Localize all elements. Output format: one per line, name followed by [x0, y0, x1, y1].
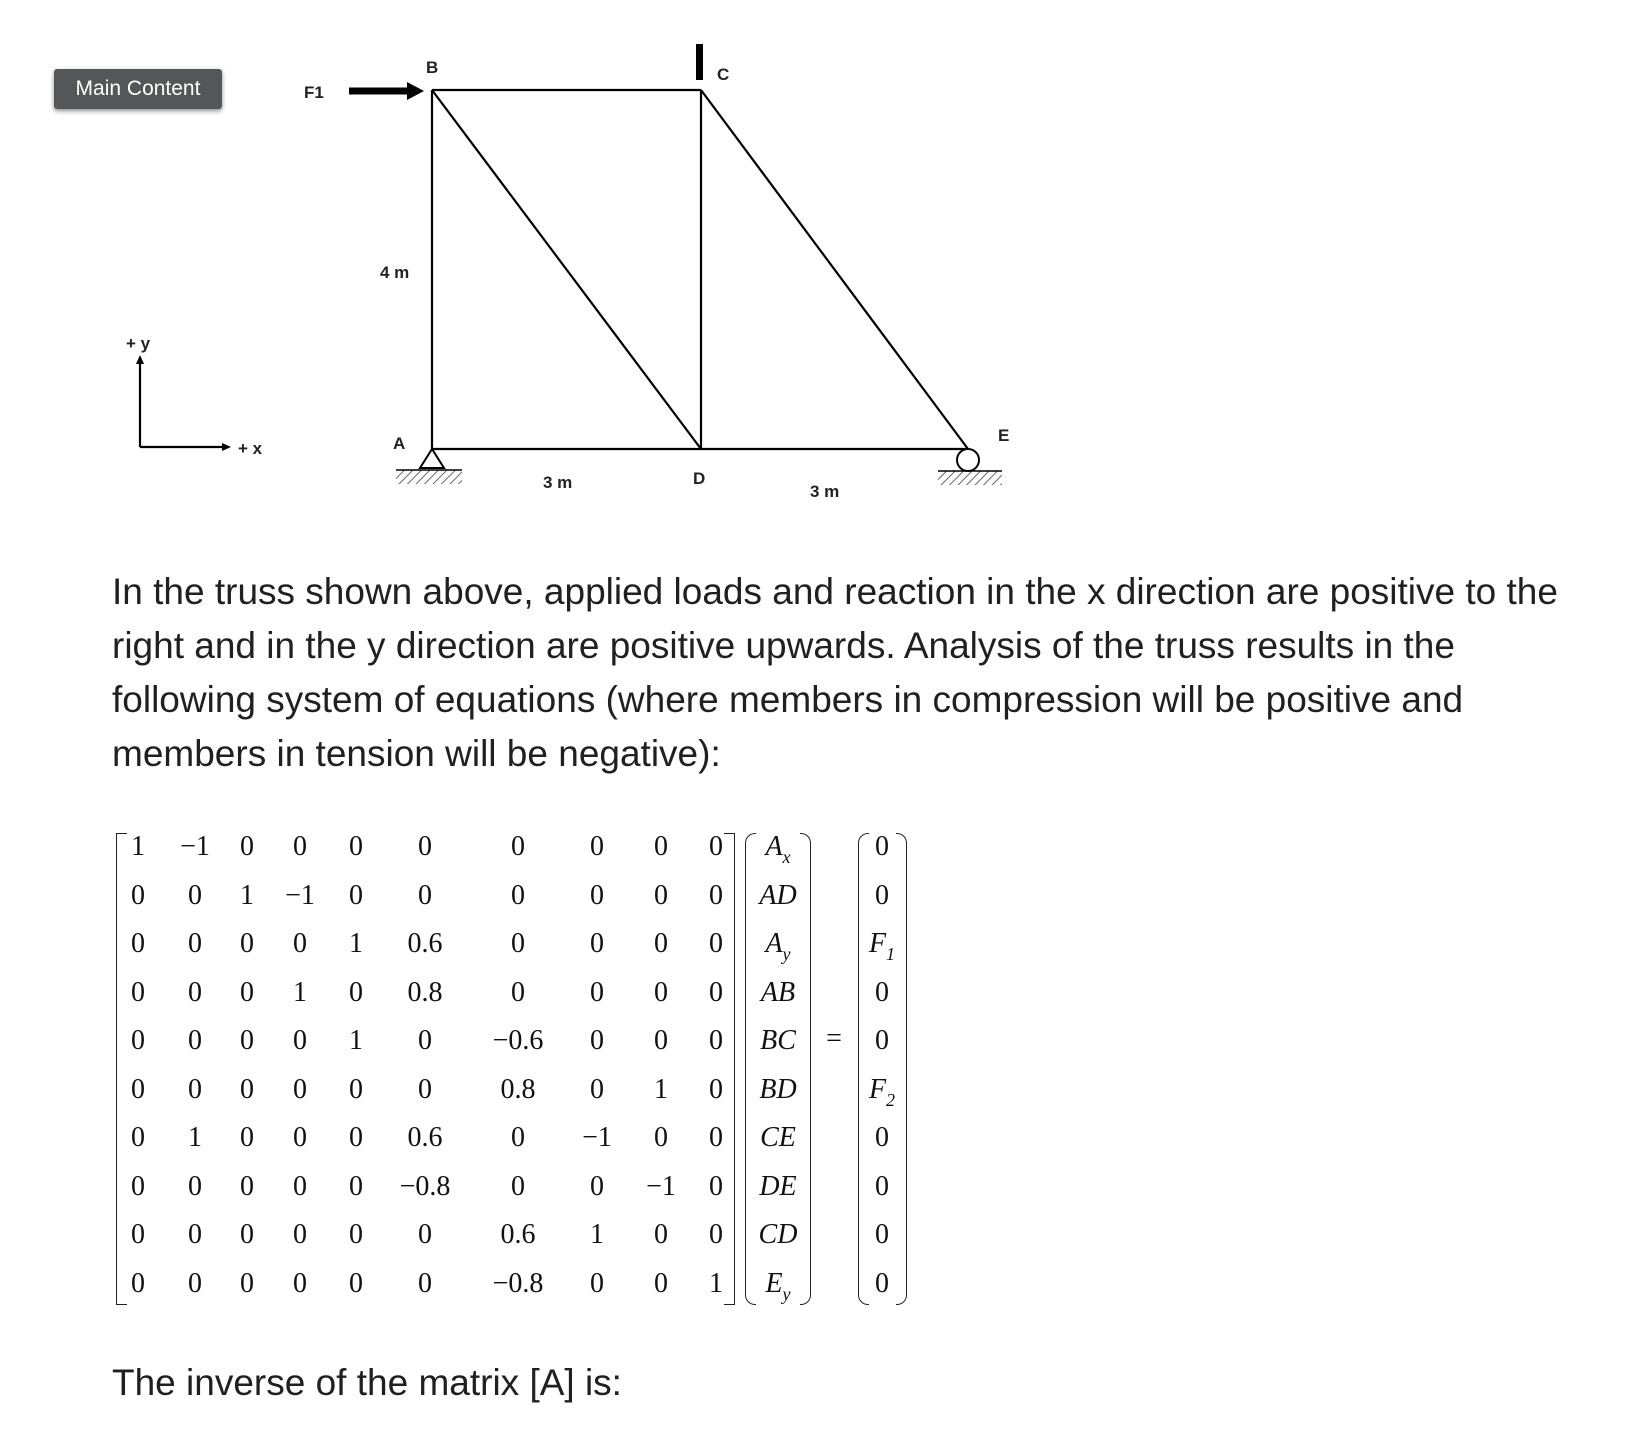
- matrix-a-cell: 0: [188, 1073, 202, 1105]
- matrix-a-cell: 0: [418, 1267, 432, 1299]
- rhs-vector-entry: 0: [875, 976, 889, 1008]
- unknown-vector-entry: CE: [760, 1122, 796, 1153]
- matrix-a-cell: −1: [646, 1170, 676, 1202]
- matrix-a-cell: 0: [240, 1025, 254, 1056]
- unknowns-right-bracket: [800, 833, 811, 1305]
- rhs-vector-entry: 0: [875, 1025, 889, 1056]
- rhs-vector-entry: 0: [875, 831, 889, 862]
- matrix-a-cell: 0: [293, 1122, 307, 1153]
- matrix-a-cell: 1: [590, 1219, 604, 1250]
- matrix-a-cell: 0: [511, 1122, 525, 1153]
- matrix-a-cell: 0.6: [407, 1122, 443, 1153]
- matrix-a-cell: 0: [511, 831, 525, 862]
- matrix-a-cell: 0: [511, 976, 525, 1008]
- matrix-a-cell: −0.8: [399, 1170, 451, 1202]
- matrix-a-cell: 0: [240, 1267, 254, 1299]
- matrix-a-cell: 0: [131, 1025, 145, 1056]
- matrix-a-cell: 1: [188, 1122, 202, 1153]
- matrix-a-cell: 0: [188, 976, 202, 1008]
- matrix-a-cell: 0: [511, 879, 525, 911]
- matrix-a-cell: 0: [709, 879, 723, 911]
- node-e-label: E: [998, 426, 1010, 445]
- axis-x-label: + x: [238, 439, 263, 458]
- matrix-a-cell: 0.6: [500, 1219, 536, 1250]
- matrix-a-cell: 0: [654, 879, 668, 911]
- matrix-a-cell: 0: [654, 928, 668, 959]
- matrix-a-cell: 1: [349, 1025, 363, 1056]
- matrix-a-cell: 0: [240, 1073, 254, 1105]
- matrix-a-cell: 0: [709, 976, 723, 1008]
- unknown-vector-entry: BC: [760, 1025, 796, 1056]
- rhs-vector-entry: 0: [875, 1219, 889, 1250]
- matrix-a-cell: 0: [654, 1219, 668, 1250]
- matrix-a-cell: 1: [293, 976, 307, 1008]
- node-b-label: B: [426, 58, 439, 77]
- matrix-a-cell: 0: [131, 1219, 145, 1250]
- matrix-a-cell: 1: [349, 928, 363, 959]
- matrix-a-cell: 0: [131, 1122, 145, 1153]
- matrix-a-cell: 0: [590, 976, 604, 1008]
- matrix-a-cell: 0: [188, 928, 202, 959]
- matrix-a-cell: 0: [590, 928, 604, 959]
- matrix-a-cell: 0: [349, 1122, 363, 1153]
- matrix-a-cell: 0: [709, 928, 723, 959]
- matrix-a-cell: 1: [240, 879, 254, 911]
- matrix-a-cell: 0: [418, 1073, 432, 1105]
- matrix-a-cell: 0: [590, 831, 604, 862]
- matrix-a-cell: 0.8: [500, 1073, 536, 1105]
- matrix-a-cell: 0: [188, 1170, 202, 1202]
- matrix-a-cell: 0: [131, 1170, 145, 1202]
- matrix-a-cell: 0: [654, 831, 668, 862]
- rhs-vector-entry: 0: [875, 1170, 889, 1202]
- matrix-a-cell: 0: [349, 1170, 363, 1202]
- rhs-vector-entry: 0: [875, 879, 889, 911]
- matrix-a-cell: 0: [293, 1267, 307, 1299]
- matrix-a-cell: 0: [188, 1025, 202, 1056]
- matrix-a-cell: 0: [418, 831, 432, 862]
- matrix-a-cell: 0: [349, 831, 363, 862]
- matrix-a-cell: −1: [582, 1122, 612, 1153]
- rhs-vector-entry: $F_1$: [868, 928, 896, 964]
- rhs-left-bracket: [858, 833, 869, 1305]
- matrix-a-cell: 0: [349, 1219, 363, 1250]
- dimension-span-2-label: 3 m: [810, 482, 840, 501]
- matrix-a-cell: 0: [240, 1122, 254, 1153]
- matrix-a-cell: 1: [654, 1073, 668, 1105]
- unknown-vector-entry: $E_y$: [765, 1267, 791, 1304]
- skip-to-main-content-button[interactable]: Main Content: [54, 69, 222, 109]
- matrix-a-cell: 0: [293, 1170, 307, 1202]
- matrix-a-cell: 0: [349, 1267, 363, 1299]
- matrix-a-right-bracket: [724, 833, 735, 1305]
- unknown-vector-entry: AD: [759, 879, 797, 911]
- node-a-label: A: [393, 434, 406, 453]
- matrix-a-cell: 0: [590, 1073, 604, 1105]
- force-f1-label: F1: [304, 83, 324, 102]
- unknowns-left-bracket: [745, 833, 756, 1305]
- unknown-vector-entry: $A_y$: [765, 928, 791, 964]
- matrix-a-cell: 0: [188, 1219, 202, 1250]
- matrix-a-cell: 0: [654, 976, 668, 1008]
- matrix-a-cell: 0.6: [407, 928, 443, 959]
- matrix-a-cell: −0.6: [492, 1025, 544, 1056]
- matrix-a-cell: 0: [349, 976, 363, 1008]
- unknown-vector-entry: $A_x$: [765, 831, 791, 867]
- matrix-a-cell: 0: [349, 1073, 363, 1105]
- matrix-a-cell: 0: [240, 928, 254, 959]
- matrix-a-cell: 0: [293, 928, 307, 959]
- matrix-a-cell: 0: [590, 879, 604, 911]
- rhs-right-bracket: [896, 833, 907, 1305]
- matrix-a-cell: 0: [654, 1267, 668, 1299]
- matrix-a-cell: 0: [418, 879, 432, 911]
- unknown-vector-entry: DE: [759, 1170, 797, 1202]
- matrix-a-cell: 0: [293, 1073, 307, 1105]
- matrix-a-cell: −1: [180, 831, 210, 862]
- node-c-label: C: [717, 65, 730, 84]
- matrix-a-cell: 0: [709, 1025, 723, 1056]
- matrix-a-cell: 0: [188, 1267, 202, 1299]
- problem-statement: In the truss shown above, applied loads and reaction in the x direction are positive to the right and in the y direction are positive upwards. Analysis of the truss results in the following system of equations (where members in compression will be positive and members in tension will be negative):: [112, 571, 1558, 774]
- matrix-a-cell: 0: [511, 1170, 525, 1202]
- matrix-a-cell: 0.8: [407, 976, 443, 1008]
- matrix-a-cell: 0: [654, 1122, 668, 1153]
- matrix-a-cell: 0: [590, 1267, 604, 1299]
- matrix-a-cell: 0: [188, 879, 202, 911]
- matrix-a-cell: 0: [418, 1025, 432, 1056]
- unknown-vector-entry: CD: [758, 1219, 798, 1250]
- matrix-a-cell: 0: [240, 1170, 254, 1202]
- matrix-a-cell: 0: [131, 1267, 145, 1299]
- matrix-a-cell: 0: [349, 879, 363, 911]
- unknown-vector-entry: BD: [759, 1073, 797, 1105]
- axis-y-label: + y: [126, 334, 151, 353]
- matrix-a-cell: 0: [590, 1170, 604, 1202]
- node-d-label: D: [693, 469, 706, 488]
- equals-sign: =: [826, 1023, 842, 1054]
- matrix-a-cell: 0: [131, 879, 145, 911]
- dimension-height-label: 4 m: [380, 263, 410, 282]
- rhs-vector-entry: 0: [875, 1267, 889, 1299]
- unknown-vector-entry: AB: [760, 976, 796, 1008]
- matrix-a-cell: 0: [240, 976, 254, 1008]
- matrix-a-cell: 0: [709, 1170, 723, 1202]
- matrix-a-cell: 0: [709, 1122, 723, 1153]
- matrix-a-cell: 0: [293, 1219, 307, 1250]
- matrix-a-cell: 0: [654, 1025, 668, 1056]
- closing-text: The inverse of the matrix [A] is:: [112, 1362, 622, 1403]
- matrix-a-cell: 0: [511, 928, 525, 959]
- matrix-a-cell: 1: [131, 831, 145, 862]
- matrix-a-cell: 0: [709, 1219, 723, 1250]
- matrix-a-cell: −1: [285, 879, 315, 911]
- rhs-vector-entry: $F_2$: [868, 1073, 896, 1110]
- matrix-a-cell: 0: [590, 1025, 604, 1056]
- rhs-vector-entry: 0: [875, 1122, 889, 1153]
- matrix-a-cell: 0: [240, 1219, 254, 1250]
- matrix-a-cell: 1: [709, 1267, 723, 1299]
- matrix-a-cell: 0: [709, 831, 723, 862]
- matrix-a-cell: 0: [418, 1219, 432, 1250]
- dimension-span-1-label: 3 m: [543, 473, 573, 492]
- matrix-a-cell: −0.8: [492, 1267, 544, 1299]
- matrix-a-cell: 0: [293, 1025, 307, 1056]
- matrix-a-cell: 0: [131, 976, 145, 1008]
- matrix-a-cell: 0: [131, 1073, 145, 1105]
- matrix-a-left-bracket: [116, 833, 127, 1305]
- matrix-a-cell: 0: [709, 1073, 723, 1105]
- matrix-a-cell: 0: [293, 831, 307, 862]
- matrix-a-cell: 0: [131, 928, 145, 959]
- matrix-a-cell: 0: [240, 831, 254, 862]
